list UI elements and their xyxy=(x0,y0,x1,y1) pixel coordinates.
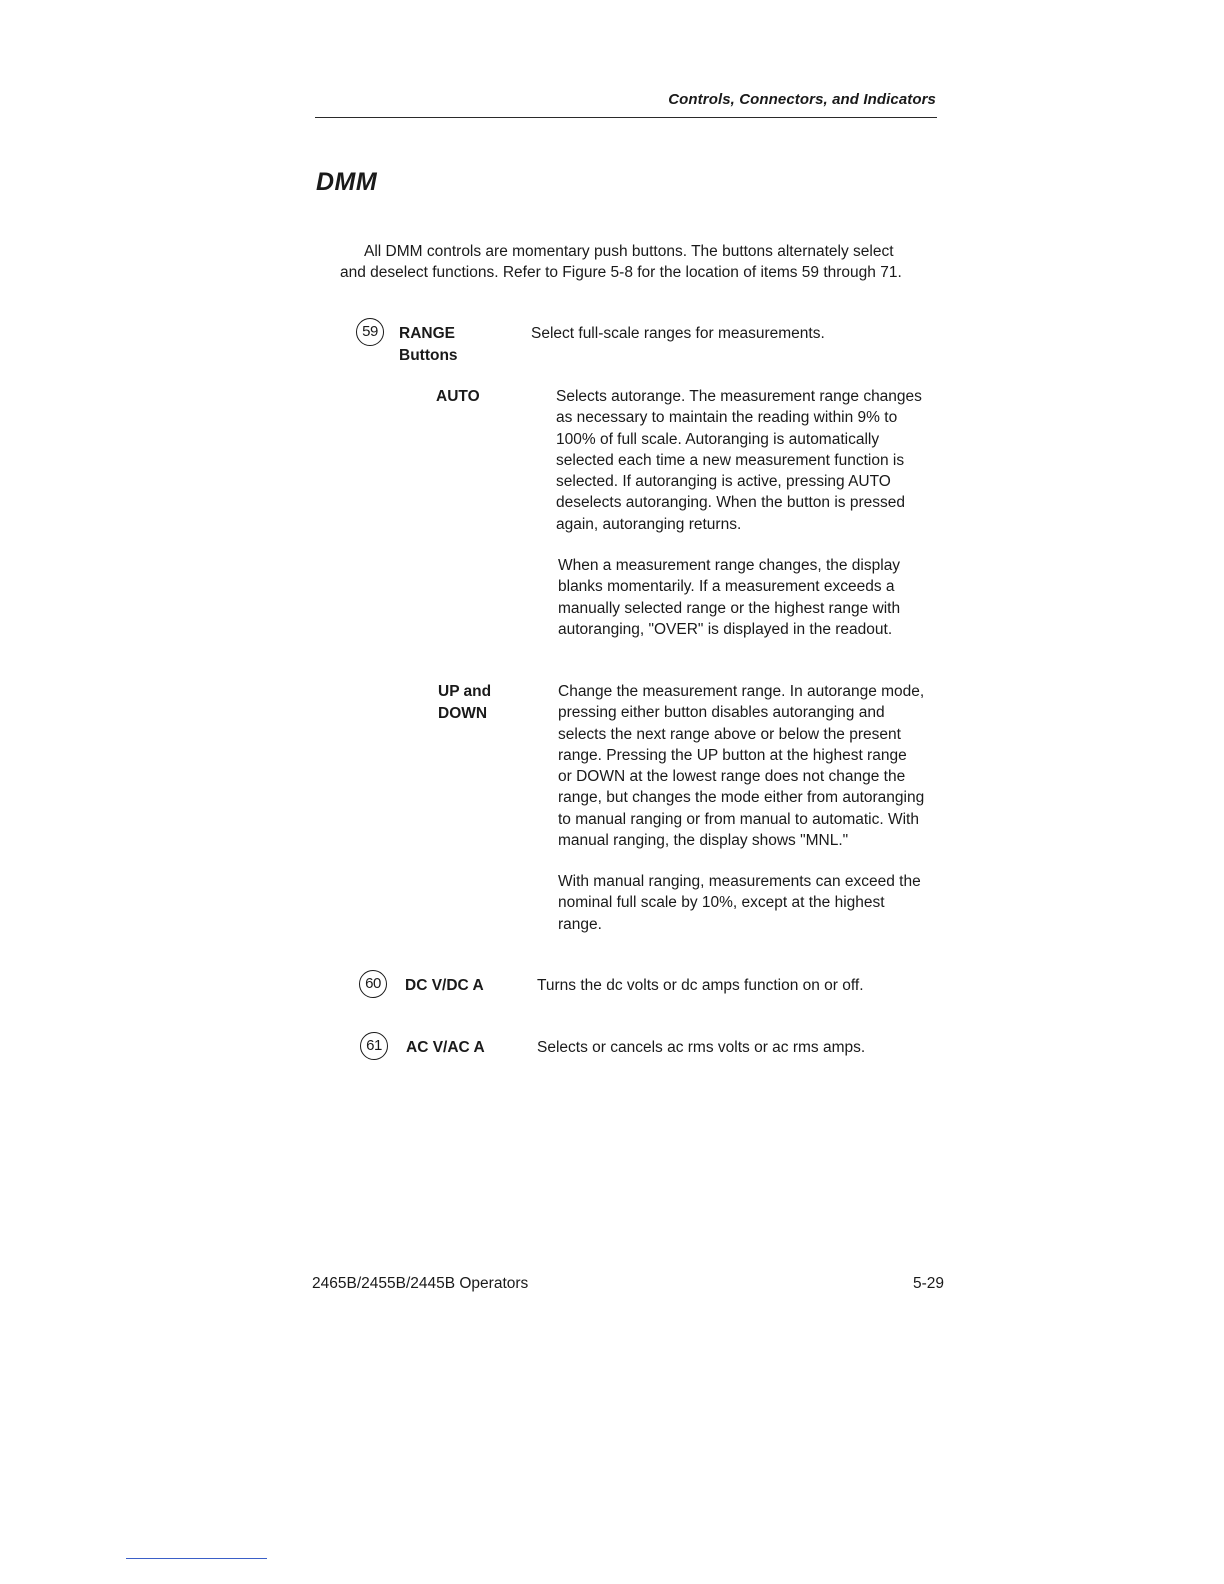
paragraph-line: autoranging, "OVER" is displayed in the readout. xyxy=(558,620,893,638)
subitem-paragraph xyxy=(556,386,922,535)
paragraph-line: as necessary to maintain the reading within 9% to xyxy=(556,409,898,427)
paragraph-line: With manual ranging, measurements can exceed the xyxy=(558,873,921,890)
item-label xyxy=(399,323,458,366)
item-number-badge: 60 xyxy=(359,970,387,998)
item-label xyxy=(405,975,484,997)
intro-line: and deselect functions. Refer to Figure 5-8 for the location of items 59 through 71. xyxy=(340,264,902,281)
item-label-line: DC V/DC A xyxy=(405,977,484,994)
paragraph-line: When a measurement range changes, the display xyxy=(558,557,901,574)
paragraph-line: range. xyxy=(558,915,602,933)
paragraph-line: Change the measurement range. In autorange mode, xyxy=(558,683,925,700)
paragraph-line: selected each time a new measurement function is xyxy=(556,451,905,469)
paragraph-line: manual ranging, the display shows "MNL." xyxy=(558,832,849,850)
paragraph-line: to manual ranging or from manual to automatic. With xyxy=(558,810,919,828)
item-number-badge: 59 xyxy=(356,318,384,346)
item-description: Turns the dc volts or dc amps function on or off. xyxy=(537,977,864,994)
paragraph-line: deselects autoranging. When the button is pressed xyxy=(556,494,905,512)
paragraph-line: nominal full scale by 10%, except at the highest xyxy=(558,894,885,912)
paragraph-line: 100% of full scale. Autoranging is automatically xyxy=(556,430,880,448)
footer-page-number: 5-29 xyxy=(912,1275,944,1292)
section-title: DMM xyxy=(316,168,378,196)
subitem-label-line: UP and xyxy=(438,683,492,700)
paragraph-line: again, autoranging returns. xyxy=(556,515,742,533)
item-description: Selects or cancels ac rms volts or ac rms amps. xyxy=(537,1039,866,1056)
intro-paragraph xyxy=(340,241,940,283)
item-label xyxy=(406,1037,485,1059)
paragraph-line: range, but changes the mode either from autoranging xyxy=(558,789,925,807)
header-rule xyxy=(315,117,937,118)
running-header: Controls, Connectors, and Indicators xyxy=(668,91,936,108)
subitem-label xyxy=(438,681,491,724)
paragraph-line: range. Pressing the UP button at the highest range xyxy=(558,746,907,764)
subitem-label-line: DOWN xyxy=(438,704,488,722)
subitem-paragraph xyxy=(558,871,921,935)
paragraph-line: manually selected range or the highest range with xyxy=(558,599,901,617)
footer-model: 2465B/2455B/2445B Operators xyxy=(312,1275,529,1292)
subitem-paragraph xyxy=(558,555,900,640)
subitem-label xyxy=(436,386,480,408)
paragraph-line: blanks momentarily. If a measurement exceeds a xyxy=(558,578,895,596)
item-label-line: Buttons xyxy=(399,346,458,364)
item-number-badge: 61 xyxy=(360,1032,388,1060)
paragraph-line: or DOWN at the lowest range does not change the xyxy=(558,768,906,786)
paragraph-line: pressing either button disables autoranging and xyxy=(558,704,885,722)
paragraph-line: selected. If autoranging is active, pressing AUTO xyxy=(556,473,891,491)
item-label-line: AC V/AC A xyxy=(406,1039,485,1056)
bottom-rule xyxy=(126,1558,267,1559)
item-description: Select full-scale ranges for measurements. xyxy=(531,325,825,342)
paragraph-line: Selects autorange. The measurement range changes xyxy=(556,388,922,405)
item-label-line: RANGE xyxy=(399,325,455,342)
subitem-paragraph xyxy=(558,681,924,851)
intro-line: All DMM controls are momentary push buttons. The buttons alternately select xyxy=(364,243,894,260)
subitem-label-line: AUTO xyxy=(436,388,480,405)
paragraph-line: selects the next range above or below the present xyxy=(558,725,901,743)
